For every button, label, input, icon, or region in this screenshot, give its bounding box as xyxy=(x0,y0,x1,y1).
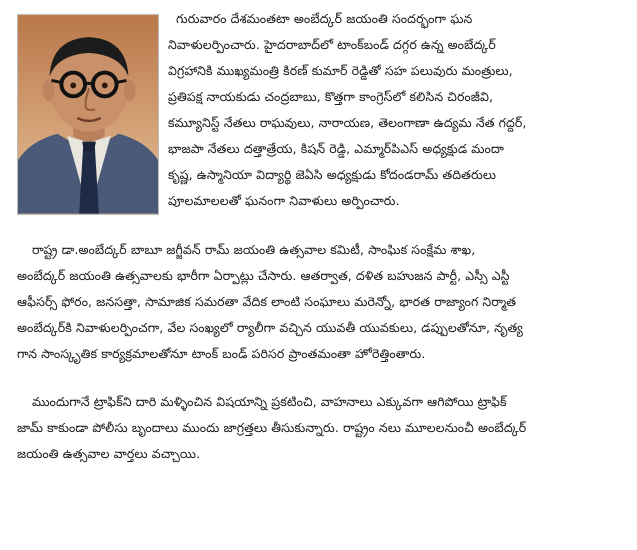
para3-line-3: జయంతి ఉత్సవాల వార్తలు వచ్చాయి. xyxy=(17,446,201,461)
para2-line-3: ఆఫీసర్స్ ఫోరం, జనసత్తా, సామాజిక సమరతా వేదిక లాంటి సంఘాలు మరెన్నో, భారత రాజ్యాంగ నిర్మాత xyxy=(17,294,517,309)
ambedkar-portrait xyxy=(17,14,159,215)
para3-line-1: ముందుగానే ట్రాఫిక్‌ని దారి మళ్ళించిన విషయాన్ని ప్రకటించి, వాహనాలు ఎక్కువగా ఆగిపోయి ట్రాఫిక్ xyxy=(32,394,507,409)
para1-line-7: కృష్ణ, ఉస్మానియా విద్యార్థి జెఏసి అధ్యక్షుడు కోదండరామ్ తదితరులు xyxy=(168,167,497,182)
para1-line-3: విగ్రహానికి ముఖ్యమంత్రి కిరణ్ కుమార్ రెడ్డితో సహ పలువురు మంత్రులు, xyxy=(168,63,513,78)
para1-line-1: గురువారం దేశమంతటా అంబేద్కర్ జయంతి సందర్భంగా ఘన xyxy=(176,11,473,26)
para1-line-8: పూలమాలలతో ఘనంగా నివాళులు అర్పించారు. xyxy=(168,193,400,208)
para2-line-4: అంబేద్కర్‌కి నివాళులర్పించగా, వేల సంఖ్యలో ర్యాలీగా వచ్చిన యువతీ యువకులు, డప్పులతోనూ, నృత్య xyxy=(17,320,523,335)
para1-line-6: భాజపా నేతలు దత్తాత్రేయ, కిషన్ రెడ్డి, ఎమ్మార్‌పిఎస్ అధ్యక్షుడ మందా xyxy=(168,141,505,156)
para2-line-1: రాష్ట్ర డా.అంబేద్కర్ బాబూ జగ్జీవన్ రామ్ జయంతి ఉత్సవాల కమిటీ, సాంఘిక సంక్షేమ శాఖ, xyxy=(32,242,476,257)
para1-line-4: ప్రతిపక్ష నాయకుడు చంద్రబాబు, కొత్తగా కాంగ్రెస్‌లో కలిసిన చిరంజీవి, xyxy=(168,89,494,104)
para1-line-5: కమ్యూనిస్ట్ నేతలు రాఘవులు, నారాయణ, తెలంగాణా ఉద్యమ నేత గద్దర్, xyxy=(168,115,527,130)
para2-line-5: గాన సాంస్కృతిక కార్యక్రమాలతోనూ టాంక్ బండ్ పరిసర ప్రాంతమంతా హోరెత్తింతారు. xyxy=(17,346,426,361)
para2-line-2: అంబేద్కర్ జయంతి ఉత్సవాలకు భారీగా ఏర్పాట్లు చేసారు. ఆతర్వాత, దళిత బహుజన పార్టీ, ఎస్సీ ఎస్టీ xyxy=(17,268,510,283)
para1-line-2: నివాళులర్పించారు. హైదరాబాద్‌లో టాంక్‌బండ్ దగ్గర ఉన్న అంబేద్కర్ xyxy=(168,37,496,52)
para3-line-2: జామ్ కాకుండా పోలీసు బృందాలు ముందు జాగ్రత్తలు తీసుకున్నారు. రాష్ట్రం నలు మూలలనుంచీ అంబేద్కర్ xyxy=(17,420,527,435)
